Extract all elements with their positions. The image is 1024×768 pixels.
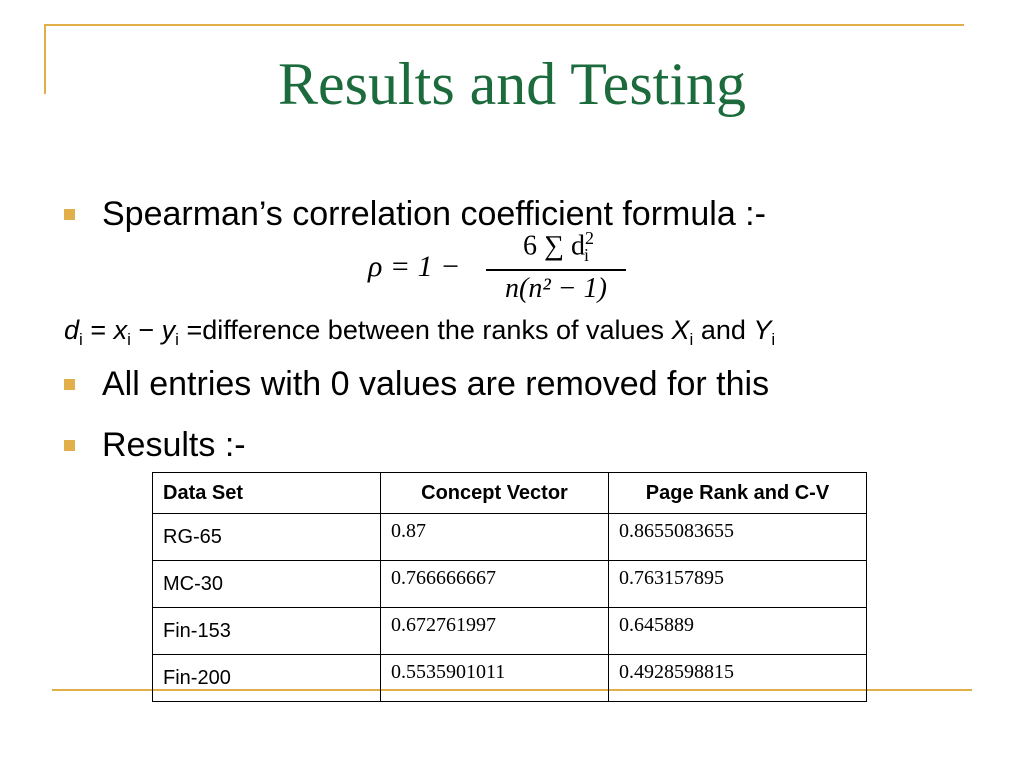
top-border-line: [44, 24, 964, 26]
table-row: [153, 561, 867, 608]
header-page-rank: Page Rank and C-V: [609, 473, 867, 514]
def-d: d: [64, 315, 80, 345]
formula-denominator: n(n² − 1): [505, 273, 607, 304]
table-row: [153, 655, 867, 702]
def-y: y: [161, 315, 176, 345]
fraction-bar: [486, 269, 626, 271]
def-sub-i-5: i: [771, 330, 776, 349]
bullet-text: Results :-: [102, 426, 246, 464]
def-Y: Y: [753, 315, 772, 345]
cell-concept-vector: 0.5535901011: [381, 655, 609, 702]
cell-page-rank: 0.763157895: [609, 561, 867, 608]
def-eq2: =: [178, 315, 203, 345]
table-header-row: [153, 473, 867, 514]
cell-dataset: MC-30: [153, 561, 381, 608]
cell-dataset: Fin-153: [153, 608, 381, 655]
def-sub-i-1: i: [79, 330, 83, 349]
def-x: x: [113, 315, 128, 345]
def-sub-i-2: i: [127, 330, 131, 349]
header-data-set: Data Set: [153, 473, 381, 514]
def-eq: =: [82, 315, 114, 345]
def-and: and: [693, 315, 754, 345]
formula-numerator: 6 ∑ $d^2_i$: [523, 228, 594, 265]
numerator-text: 6 ∑ d: [523, 230, 585, 262]
results-table: [152, 472, 867, 702]
bullet-square-icon: [64, 440, 75, 451]
def-text: difference between the ranks of values: [202, 315, 672, 345]
cell-dataset: RG-65: [153, 514, 381, 561]
table-row: [153, 514, 867, 561]
definition-line: [64, 312, 775, 348]
cell-concept-vector: 0.672761997: [381, 608, 609, 655]
cell-dataset: Fin-200: [153, 655, 381, 702]
cell-concept-vector: 0.87: [381, 514, 609, 561]
def-sub-i-4: i: [689, 330, 694, 349]
bullet-text: All entries with 0 values are removed for this: [102, 365, 770, 403]
def-sub-i-3: i: [175, 330, 179, 349]
cell-page-rank: 0.4928598815: [609, 655, 867, 702]
bullet-square-icon: [64, 209, 75, 220]
formula-lhs: ρ = 1 −: [368, 250, 461, 283]
def-X: X: [671, 315, 690, 345]
bullet-square-icon: [64, 379, 75, 390]
cell-page-rank: 0.8655083655: [609, 514, 867, 561]
table-row: [153, 608, 867, 655]
spearman-formula: [368, 228, 648, 314]
slide-title: Results and Testing: [277, 51, 747, 117]
def-minus: −: [130, 315, 162, 345]
cell-page-rank: 0.645889: [609, 608, 867, 655]
cell-concept-vector: 0.766666667: [381, 561, 609, 608]
bullet-text: Spearman’s correlation coefficient formula :-: [102, 195, 766, 233]
header-concept-vector: Concept Vector: [381, 473, 609, 514]
